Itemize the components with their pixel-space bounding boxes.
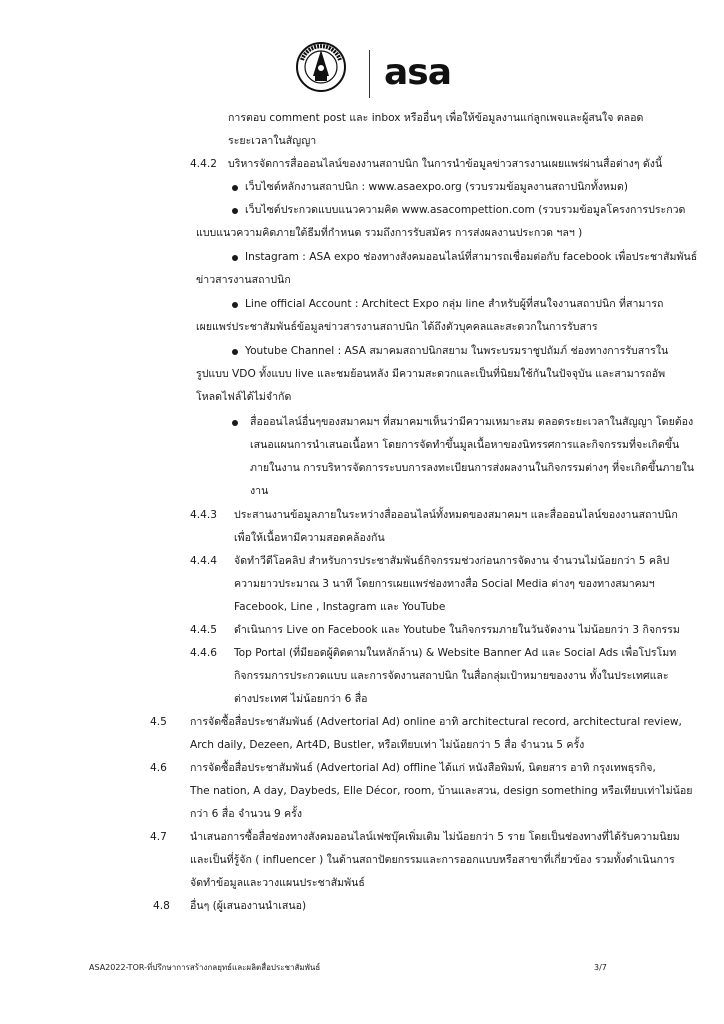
bullet-text-continued: เสนอแผนการนำเสนอเนื้อหา โดยการจัดทำขึ้นมูลเนื้อหาของนิทรรศการและกิจกรรมที่จะเกิดขึ้น — [250, 439, 680, 451]
bullet-icon — [232, 255, 238, 261]
footer-document-title: ASA2022-TOR-ที่ปรึกษาการสร้างกลยุทธ์และผลิตสื่อประชาสัมพันธ์ — [89, 963, 321, 972]
asa-seal-logo — [296, 42, 346, 92]
bullet-text-continued: รูปแบบ VDO ทั้งแบบ live และชมย้อนหลัง มีความสะดวกและเป็นที่นิยมใช้กันในปัจจุบัน และสามารถอัพ — [196, 368, 666, 380]
section-number: 4.4.6 — [190, 647, 217, 659]
section-number: 4.5 — [150, 716, 167, 728]
bullet-text-continued: ข่าวสารงานสถาปนิก — [196, 274, 291, 286]
section-number: 4.4.4 — [190, 555, 217, 567]
bullet-text: Youtube Channel : ASA สมาคมสถาปนิกสยาม ในพระบรมราชูปถัมภ์ ช่องทางการรับสารใน — [245, 345, 669, 357]
section-text: การจัดซื้อสื่อประชาสัมพันธ์ (Advertorial Ad) online อาทิ architectural record, architectural review, — [190, 716, 682, 728]
bullet-text-continued: ภายในงาน การบริหารจัดการระบบการลงทะเบียนการส่งผลงานในกิจกรรมต่างๆ ที่จะเกิดขึ้นภายใน — [250, 462, 694, 474]
logo-divider — [369, 50, 370, 98]
asa-logo — [384, 56, 456, 88]
section-text: Arch daily, Dezeen, Art4D, Bustler, หรือเทียบเท่า ไม่น้อยกว่า 5 สื่อ จำนวน 5 ครั้ง — [190, 739, 585, 751]
section-text: จัดทำวีดีโอคลิป สำหรับการประชาสัมพันธ์กิจกรรมช่วงก่อนการจัดงาน จำนวนไม่น้อยกว่า 5 คลิป — [234, 555, 670, 567]
bullet-text-continued: เผยแพร่ประชาสัมพันธ์ข้อมูลข่าวสารงานสถาปนิก ได้ถึงตัวบุคคลและสะดวกในการรับสาร — [196, 321, 598, 333]
section-text: บริหารจัดการสื่อออนไลน์ของงานสถาปนิก ในการนำข้อมูลข่าวสารงานเผยแพร่ผ่านสื่อต่างๆ ดังนี้ — [228, 158, 663, 170]
bullet-icon — [232, 185, 238, 191]
section-text: ต่างประเทศ ไม่น้อยกว่า 6 สื่อ — [234, 693, 368, 705]
bullet-icon — [232, 302, 238, 308]
bullet-icon — [232, 349, 238, 355]
section-text: The nation, A day, Daybeds, Elle Décor, room, บ้านและสวน, design something หรือเทียบเท่าไม่น้อย — [190, 785, 693, 797]
bullet-text: Line official Account : Architect Expo กลุ่ม line สำหรับผู้ที่สนใจงานสถาปนิก ที่สามารถ — [245, 298, 664, 310]
section-text: กว่า 6 สื่อ จำนวน 9 ครั้ง — [190, 808, 302, 820]
section-text: ดำเนินการ Live on Facebook และ Youtube ในกิจกรรมภายในวันจัดงาน ไม่น้อยกว่า 3 กิจกรรม — [234, 624, 680, 636]
bullet-text-continued: งาน — [250, 485, 269, 497]
section-text: กิจกรรมการประกวดแบบ และการจัดงานสถาปนิก ในสื่อกลุ่มเป้าหมายของงาน ทั้งในประเทศและ — [234, 670, 669, 682]
bullet-text: เว็บไซต์หลักงานสถาปนิก : www.asaexpo.org (รวบรวมข้อมูลงานสถาปนิกทั้งหมด) — [245, 181, 628, 193]
bullet-text: เว็บไซต์ประกวดแบบแนวความคิด www.asacompettion.com (รวบรวมข้อมูลโครงการประกวด — [245, 204, 686, 216]
section-text: นำเสนอการซื้อสื่อช่องทางสังคมออนไลน์เฟซบุ๊คเพิ่มเติม ไม่น้อยกว่า 5 ราย โดยเป็นช่องทางที่ได้รับความนิยม — [190, 831, 680, 843]
section-number: 4.7 — [150, 831, 167, 843]
continued-text-line: การตอบ comment post และ inbox หรืออื่นๆ เพื่อให้ข้อมูลงานแก่ลูกเพจและผู้สนใจ ตลอด — [228, 112, 644, 124]
bullet-icon — [232, 420, 238, 426]
continued-text-line: ระยะเวลาในสัญญา — [228, 135, 317, 147]
section-number: 4.4.3 — [190, 509, 217, 521]
section-text: อื่นๆ (ผู้เสนองานนำเสนอ) — [190, 900, 307, 912]
section-number: 4.8 — [153, 900, 170, 912]
svg-text:asa: asa — [384, 56, 452, 88]
footer-page-number: 3/7 — [594, 963, 607, 972]
section-text: ประสานงานข้อมูลภายในระหว่างสื่อออนไลน์ทั้งหมดของสมาคมฯ และสื่อออนไลน์ของงานสถาปนิก — [234, 509, 678, 521]
section-number: 4.4.2 — [190, 158, 217, 170]
section-text: Top Portal (ที่มียอดผู้ติดตามในหลักล้าน) & Website Banner Ad และ Social Ads เพื่อโปรโมท — [234, 647, 677, 659]
bullet-text-continued: โหลดไฟล์ได้ไม่จำกัด — [196, 391, 292, 403]
bullet-icon — [232, 208, 238, 214]
section-text: การจัดซื้อสื่อประชาสัมพันธ์ (Advertorial Ad) offline ได้แก่ หนังสือพิมพ์, นิตยสาร อาทิ กรุงเทพธุรกิจ, — [190, 762, 656, 774]
bullet-text: สื่อออนไลน์อื่นๆของสมาคมฯ ที่สมาคมฯเห็นว่ามีความเหมาะสม ตลอดระยะเวลาในสัญญา โดยต้อง — [250, 416, 694, 428]
section-number: 4.4.5 — [190, 624, 217, 636]
bullet-text: Instagram : ASA expo ช่องทางสังคมออนไลน์ที่สามารถเชื่อมต่อกับ facebook เพื่อประชาสัมพันธ์ — [245, 251, 698, 263]
section-text: จัดทำข้อมูลและวางแผนประชาสัมพันธ์ — [190, 877, 365, 889]
section-text: และเป็นที่รู้จัก ( influencer ) ในด้านสถาปัตยกรรมและการออกแบบหรือสาขาที่เกี่ยวข้อง รวมทั้งดำเนินการ — [190, 854, 675, 866]
section-text: Facebook, Line , Instagram และ YouTube — [234, 601, 446, 613]
section-text: ความยาวประมาณ 3 นาที โดยการเผยแพร่ช่องทางสื่อ Social Media ต่างๆ ของทางสมาคมฯ — [234, 578, 655, 590]
section-text: เพื่อให้เนื้อหามีความสอดคล้องกัน — [234, 532, 385, 544]
bullet-text-continued: แบบแนวความคิดภายใต้ธีมที่กำหนด รวมถึงการรับสมัคร การส่งผลงานประกวด ฯลฯ ) — [196, 227, 583, 239]
header-logos — [292, 38, 462, 98]
section-number: 4.6 — [150, 762, 167, 774]
